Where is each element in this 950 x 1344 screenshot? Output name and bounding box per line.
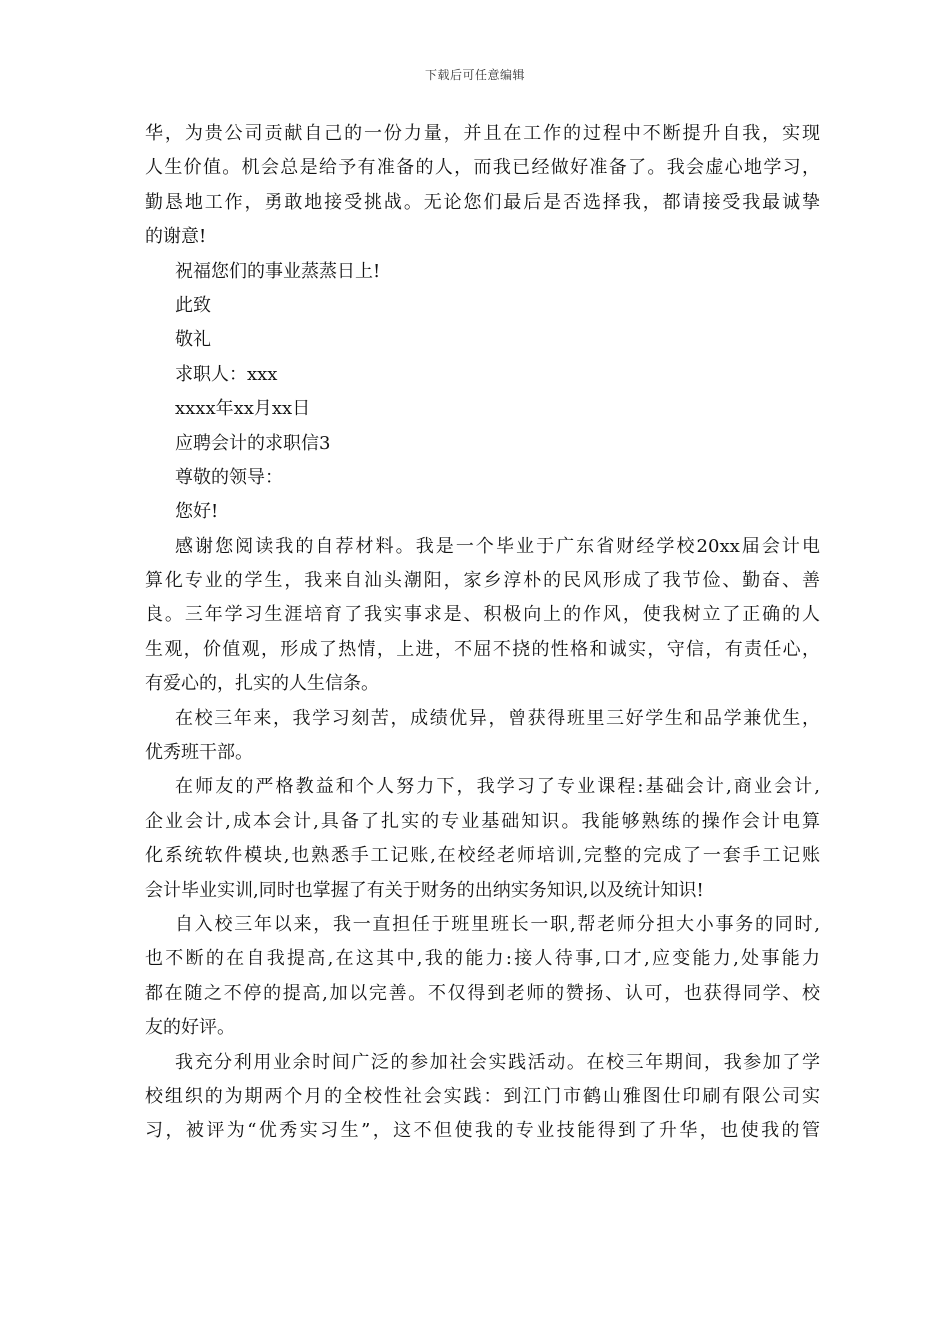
text-line: 自入校三年以来，我一直担任于班里班长一职,帮老师分担大小事务的同时, (175, 913, 820, 935)
text-line: 都在随之不停的提高,加以完善。不仅得到老师的赞扬、认可，也获得同学、校 (145, 982, 820, 1004)
text-line: 在师友的严格教益和个人努力下，我学习了专业课程:基础会计,商业会计, (175, 776, 820, 798)
text-line: 在校三年来，我学习刻苦，成绩优异，曾获得班里三好学生和品学兼优生， (175, 707, 820, 729)
text-line: 习，被评为“优秀实习生”，这不但使我的专业技能得到了升华，也使我的管 (145, 1120, 820, 1142)
text-line: 企业会计,成本会计,具备了扎实的专业基础知识。我能够熟练的操作会计电算 (145, 810, 820, 832)
page-header-note: 下载后可任意编辑 (424, 68, 525, 82)
text-line: 化系统软件模块,也熟悉手工记账,在校经老师培训,完整的完成了一套手工记账 (145, 845, 820, 867)
text-line: 人生价值。机会总是给予有准备的人，而我已经做好准备了。我会虚心地学习， (145, 157, 820, 179)
text-line: 华，为贵公司贡献自己的一份力量，并且在工作的过程中不断提升自我，实现 (145, 123, 820, 144)
text-line: xxxx年xx月xx日 (175, 398, 311, 420)
text-line: 良。三年学习生涯培育了我实事求是、积极向上的作风，使我树立了正确的人 (145, 604, 820, 626)
text-line: 会计毕业实训,同时也掌握了有关于财务的出纳实务知识,以及统计知识! (145, 879, 704, 901)
text-line: 友的好评。 (145, 1017, 235, 1039)
letter-body (145, 117, 820, 1149)
text-line: 勤恳地工作，勇敢地接受挑战。无论您们最后是否选择我，都请接受我最诚挚 (145, 191, 820, 213)
text-line: 算化专业的学生，我来自汕头潮阳，家乡淳朴的民风形成了我节俭、勤奋、善 (145, 570, 820, 592)
text-line: 应聘会计的求职信3 (175, 432, 331, 454)
text-line: 也不断的在自我提高,在这其中,我的能力:接人待事,口才,应变能力,处事能力 (145, 948, 820, 970)
text-line: 生观，价值观，形成了热情，上进，不屈不挠的性格和诚实，守信，有责任心， (145, 638, 820, 660)
text-line: 感谢您阅读我的自荐材料。我是一个毕业于广东省财经学校20xx届会计电 (175, 535, 820, 557)
text-line: 敬礼 (175, 329, 211, 351)
text-line: 尊敬的领导： (175, 466, 283, 488)
text-line: 您好! (175, 501, 219, 523)
text-line: 祝福您们的事业蒸蒸日上! (175, 260, 381, 282)
text-line: 我充分利用业余时间广泛的参加社会实践活动。在校三年期间，我参加了学 (175, 1051, 820, 1073)
text-line: 校组织的为期两个月的全校性社会实践：到江门市鹤山雅图仕印刷有限公司实 (145, 1085, 820, 1107)
text-line: 求职人：xxx (175, 363, 278, 385)
text-line: 此致 (175, 294, 211, 316)
text-line: 的谢意! (145, 226, 207, 248)
text-line: 有爱心的，扎实的人生信条。 (145, 673, 379, 695)
text-line: 优秀班干部。 (145, 742, 253, 764)
